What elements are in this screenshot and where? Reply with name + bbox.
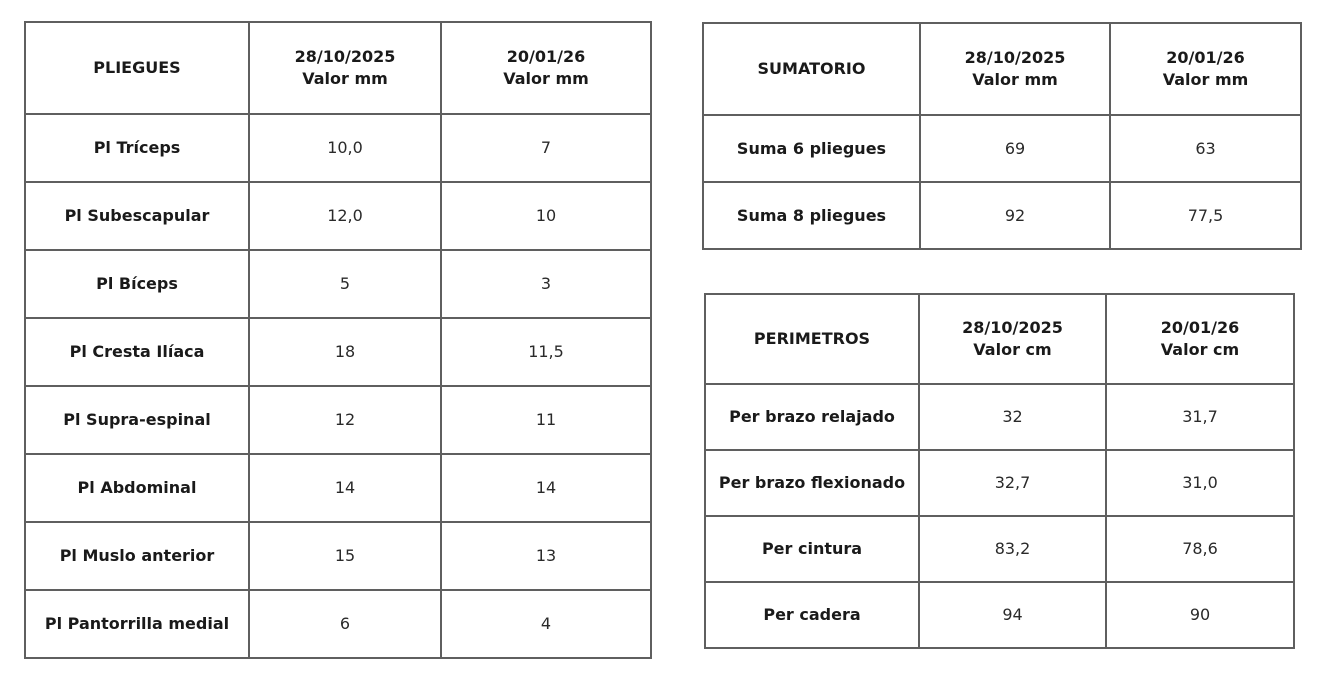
header-date: 28/10/2025 bbox=[294, 47, 396, 66]
row-label: Suma 6 pliegues bbox=[703, 115, 920, 182]
table-row bbox=[25, 522, 651, 590]
row-label: Pl Bíceps bbox=[25, 250, 249, 318]
header-unit: Valor cm bbox=[973, 340, 1052, 359]
table-row bbox=[705, 384, 1294, 450]
table-row bbox=[703, 115, 1301, 182]
column-header-date-1 bbox=[920, 23, 1110, 115]
table-header-row bbox=[25, 22, 651, 114]
cell-value-1: 10,0 bbox=[249, 114, 441, 182]
cell-value-1: 69 bbox=[920, 115, 1110, 182]
header-unit: Valor mm bbox=[503, 69, 589, 88]
header-unit: Valor cm bbox=[1160, 340, 1240, 359]
header-date: 20/01/26 bbox=[506, 47, 586, 66]
cell-value-1: 92 bbox=[920, 182, 1110, 249]
cell-value-2: 10 bbox=[441, 182, 651, 250]
sumatorio-table bbox=[702, 22, 1302, 250]
column-header-date-2 bbox=[441, 22, 651, 114]
cell-value-2: 11 bbox=[441, 386, 651, 454]
cell-value-1: 14 bbox=[249, 454, 441, 522]
row-label: Pl Supra-espinal bbox=[25, 386, 249, 454]
row-label: Per cadera bbox=[705, 582, 919, 648]
table-title: SUMATORIO bbox=[757, 59, 866, 78]
row-label: Pl Abdominal bbox=[25, 454, 249, 522]
table-row bbox=[25, 114, 651, 182]
cell-value-1: 5 bbox=[249, 250, 441, 318]
cell-value-1: 83,2 bbox=[919, 516, 1106, 582]
column-header-date-2 bbox=[1110, 23, 1301, 115]
cell-value-1: 15 bbox=[249, 522, 441, 590]
header-date: 28/10/2025 bbox=[962, 318, 1063, 337]
column-header-measure bbox=[703, 23, 920, 115]
table-row bbox=[705, 450, 1294, 516]
table-row bbox=[25, 318, 651, 386]
cell-value-2: 90 bbox=[1106, 582, 1294, 648]
perimetros-table bbox=[704, 293, 1295, 649]
column-header-date-1 bbox=[249, 22, 441, 114]
cell-value-1: 32,7 bbox=[919, 450, 1106, 516]
table-header-row bbox=[703, 23, 1301, 115]
row-label: Pl Subescapular bbox=[25, 182, 249, 250]
table-row bbox=[25, 182, 651, 250]
row-label: Per brazo relajado bbox=[705, 384, 919, 450]
column-header-date-1 bbox=[919, 294, 1106, 384]
header-date: 28/10/2025 bbox=[964, 48, 1066, 67]
table-row bbox=[705, 582, 1294, 648]
column-header-date-2 bbox=[1106, 294, 1294, 384]
row-label: Pl Tríceps bbox=[25, 114, 249, 182]
table-row bbox=[25, 454, 651, 522]
column-header-measure bbox=[25, 22, 249, 114]
table-row bbox=[25, 386, 651, 454]
cell-value-2: 13 bbox=[441, 522, 651, 590]
cell-value-1: 32 bbox=[919, 384, 1106, 450]
table-row bbox=[25, 590, 651, 658]
header-date: 20/01/26 bbox=[1160, 318, 1240, 337]
cell-value-2: 14 bbox=[441, 454, 651, 522]
table-header-row bbox=[705, 294, 1294, 384]
header-date: 20/01/26 bbox=[1166, 48, 1245, 67]
table-row bbox=[25, 250, 651, 318]
column-header-measure bbox=[705, 294, 919, 384]
header-unit: Valor mm bbox=[302, 69, 388, 88]
cell-value-1: 6 bbox=[249, 590, 441, 658]
table-title: PLIEGUES bbox=[93, 58, 181, 77]
cell-value-2: 31,7 bbox=[1106, 384, 1294, 450]
row-label: Pl Cresta Ilíaca bbox=[25, 318, 249, 386]
cell-value-2: 77,5 bbox=[1110, 182, 1301, 249]
table-title: PERIMETROS bbox=[753, 329, 871, 348]
header-unit: Valor mm bbox=[972, 70, 1058, 89]
header-unit: Valor mm bbox=[1162, 70, 1249, 89]
row-label: Pl Muslo anterior bbox=[25, 522, 249, 590]
cell-value-2: 63 bbox=[1110, 115, 1301, 182]
pliegues-table bbox=[24, 21, 652, 659]
cell-value-2: 78,6 bbox=[1106, 516, 1294, 582]
cell-value-2: 3 bbox=[441, 250, 651, 318]
row-label: Suma 8 pliegues bbox=[703, 182, 920, 249]
table-row bbox=[705, 516, 1294, 582]
cell-value-1: 12,0 bbox=[249, 182, 441, 250]
cell-value-2: 31,0 bbox=[1106, 450, 1294, 516]
cell-value-2: 11,5 bbox=[441, 318, 651, 386]
cell-value-2: 7 bbox=[441, 114, 651, 182]
row-label: Per brazo flexionado bbox=[705, 450, 919, 516]
cell-value-1: 94 bbox=[919, 582, 1106, 648]
cell-value-2: 4 bbox=[441, 590, 651, 658]
cell-value-1: 12 bbox=[249, 386, 441, 454]
cell-value-1: 18 bbox=[249, 318, 441, 386]
table-row bbox=[703, 182, 1301, 249]
row-label: Per cintura bbox=[705, 516, 919, 582]
row-label: Pl Pantorrilla medial bbox=[25, 590, 249, 658]
